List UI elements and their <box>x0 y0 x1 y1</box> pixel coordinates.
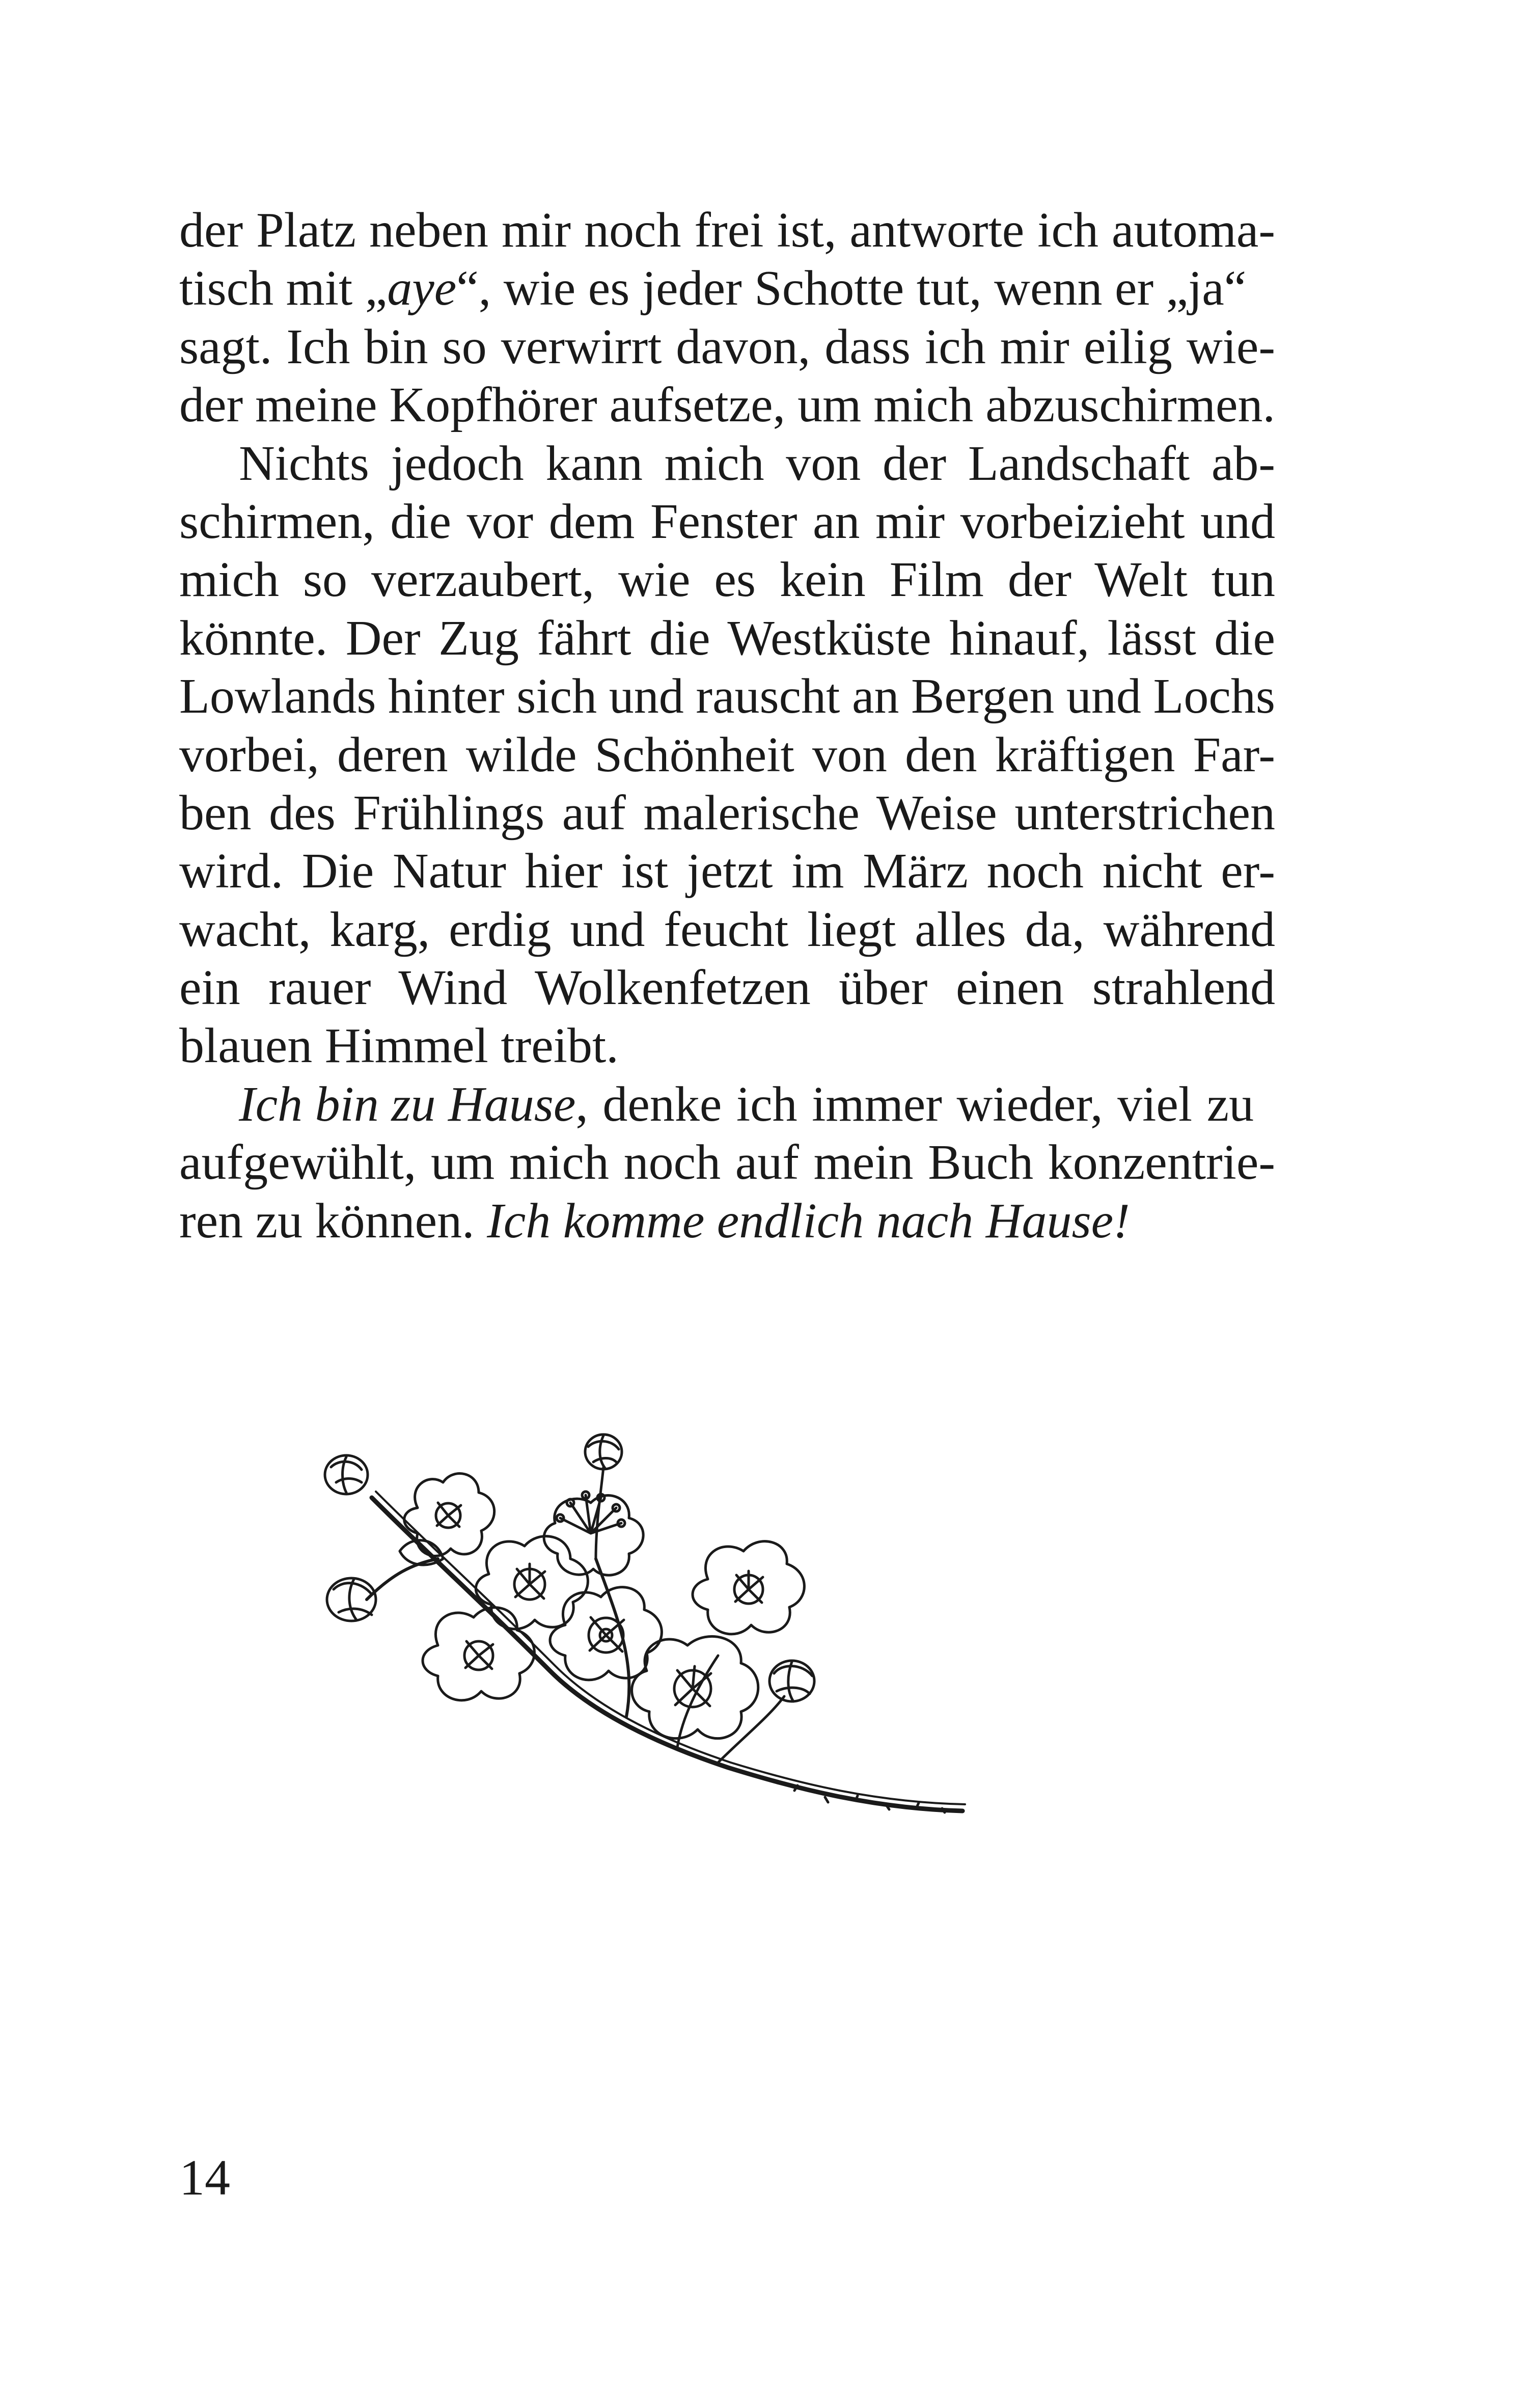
italic-text-span: Ich bin zu Hause <box>239 1076 576 1132</box>
text-span: wird. Die Natur hier ist jetzt im März noch nicht er- <box>179 844 1275 899</box>
text-span: vorbei, deren wilde Schönheit von den kräftigen Far- <box>179 727 1275 782</box>
text-span: sagt. Ich bin so verwirrt davon, dass ich mir eilig wie- <box>179 319 1275 374</box>
text-span: , denke ich immer wieder, viel zu <box>575 1076 1254 1132</box>
text-line <box>179 667 1275 725</box>
text-span: mich so verzaubert, wie es kein Film der Welt tun <box>179 552 1275 608</box>
text-span: schirmen, die vor dem Fenster an mir vorbeizieht und <box>179 494 1275 549</box>
text-span: der meine Kopfhörer aufsetze, um mich abzuschirmen. <box>179 377 1275 433</box>
cherry-blossom-branch-icon <box>311 1431 973 1890</box>
text-line <box>179 1192 1275 1250</box>
text-line <box>179 784 1275 842</box>
text-span: “, wie es jeder Schotte tut, wenn er „ja“ <box>456 261 1247 316</box>
italic-text-span: Ich komme endlich nach Hause! <box>487 1193 1130 1249</box>
text-span: wacht, karg, erdig und feucht liegt alles da, während <box>179 902 1275 957</box>
text-span: Nichts jedoch kann mich von der Landschaft ab- <box>239 436 1275 491</box>
text-line <box>179 551 1275 609</box>
text-span: ein rauer Wind Wolkenfetzen über einen strahlend <box>179 960 1275 1016</box>
text-line <box>179 726 1275 784</box>
italic-text-span: aye <box>387 261 457 316</box>
text-span: tisch mit „ <box>179 261 388 316</box>
text-line <box>179 959 1275 1017</box>
text-line <box>179 842 1275 900</box>
text-line <box>179 318 1275 376</box>
text-span: der Platz neben mir noch frei ist, antworte ich automa- <box>179 203 1275 258</box>
text-line <box>179 1075 1275 1133</box>
text-span: ben des Frühlings auf malerische Weise unterstrichen <box>179 785 1275 841</box>
text-line <box>179 201 1275 259</box>
text-line <box>179 901 1275 959</box>
text-span: ren zu können. <box>179 1193 487 1249</box>
text-line <box>179 435 1275 493</box>
page-number: 14 <box>179 2149 230 2206</box>
body-text <box>179 201 1275 1250</box>
text-line <box>179 493 1275 551</box>
text-span: blauen Himmel treibt. <box>179 1018 619 1074</box>
text-line <box>179 376 1275 434</box>
text-span: aufgewühlt, um mich noch auf mein Buch konzentrie- <box>179 1135 1275 1190</box>
text-line <box>179 1133 1275 1192</box>
text-line <box>179 259 1275 317</box>
text-line <box>179 609 1275 667</box>
text-span: könnte. Der Zug fährt die Westküste hinauf, lässt die <box>179 610 1275 666</box>
text-line <box>179 1017 1275 1075</box>
text-span: Lowlands hinter sich und rauscht an Bergen und Lochs <box>179 669 1275 724</box>
